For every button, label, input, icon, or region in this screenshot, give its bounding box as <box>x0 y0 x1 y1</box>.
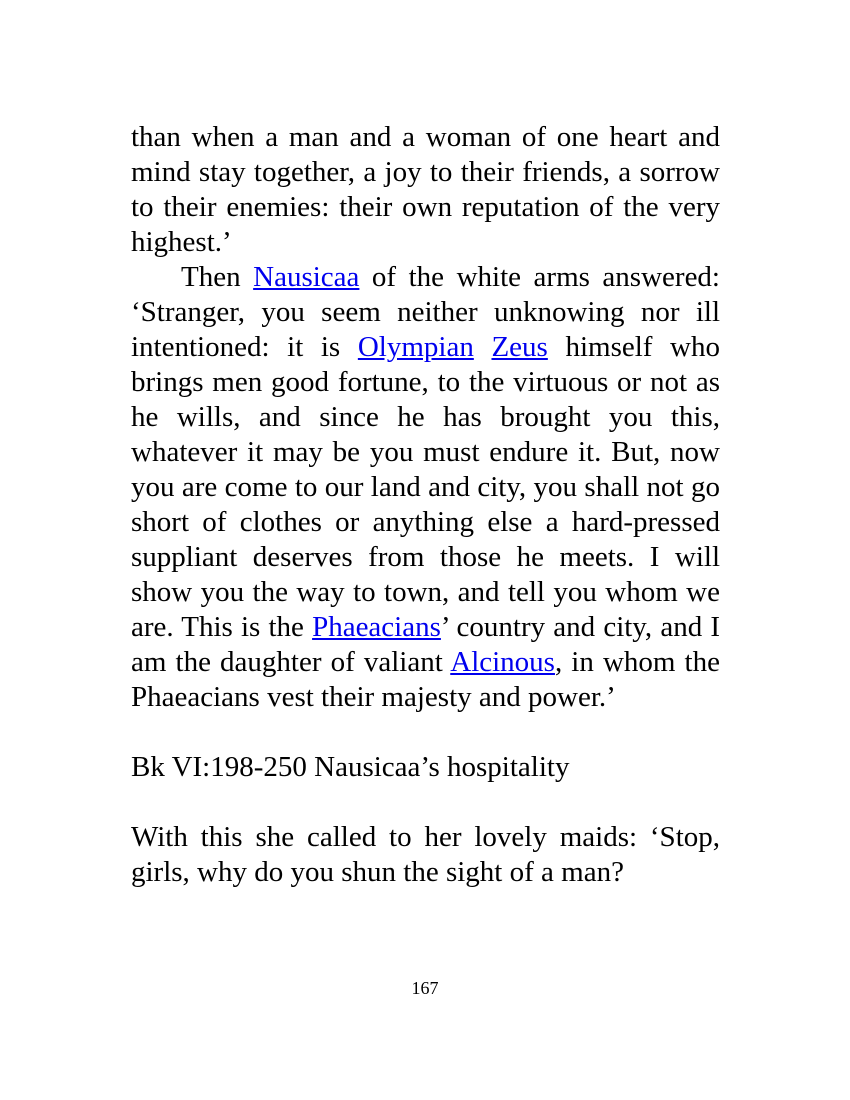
text-run <box>474 331 492 363</box>
link-nausicaa[interactable]: Nausicaa <box>253 261 360 293</box>
page-body <box>131 120 720 890</box>
link-zeus[interactable]: Zeus <box>491 331 548 363</box>
paragraph-nausicaa-answer <box>131 260 720 715</box>
text-run: himself who brings men good fortune, to the virtuous or not as he wills, and since he has brought you this, whatever it may be you must endure it. But, now you are come to our land and city, you shall not go short of clothes or anything else a hard-pressed suppliant deserves from those he meets. I will show you the way to town, and tell you whom we are. This is the <box>131 331 721 643</box>
link-phaeacians[interactable]: Phaeacians <box>312 611 441 643</box>
page-number: 167 <box>411 978 439 998</box>
text-run: of the white arms answered: ‘Stranger, you seem neither unknowing nor ill intentioned: it is <box>131 261 720 363</box>
text-run: Then <box>181 261 254 293</box>
link-alcinous[interactable]: Alcinous <box>450 646 555 678</box>
paragraph-continuation: than when a man and a woman of one heart and mind stay together, a joy to their friends, a sorrow to their enemies: their own reputation of the very highest.’ <box>131 121 720 258</box>
paragraph-maids: With this she called to her lovely maids: ‘Stop, girls, why do you shun the sight of a man? <box>131 821 720 888</box>
text-run: , in whom the Phaeacians vest their majesty and power.’ <box>131 646 720 713</box>
section-heading: Bk VI:198-250 Nausicaa’s hospitality <box>131 751 570 783</box>
link-olympian[interactable]: Olympian <box>357 331 474 363</box>
text-run: ’ country and city, and I am the daughter of valiant <box>131 611 720 678</box>
